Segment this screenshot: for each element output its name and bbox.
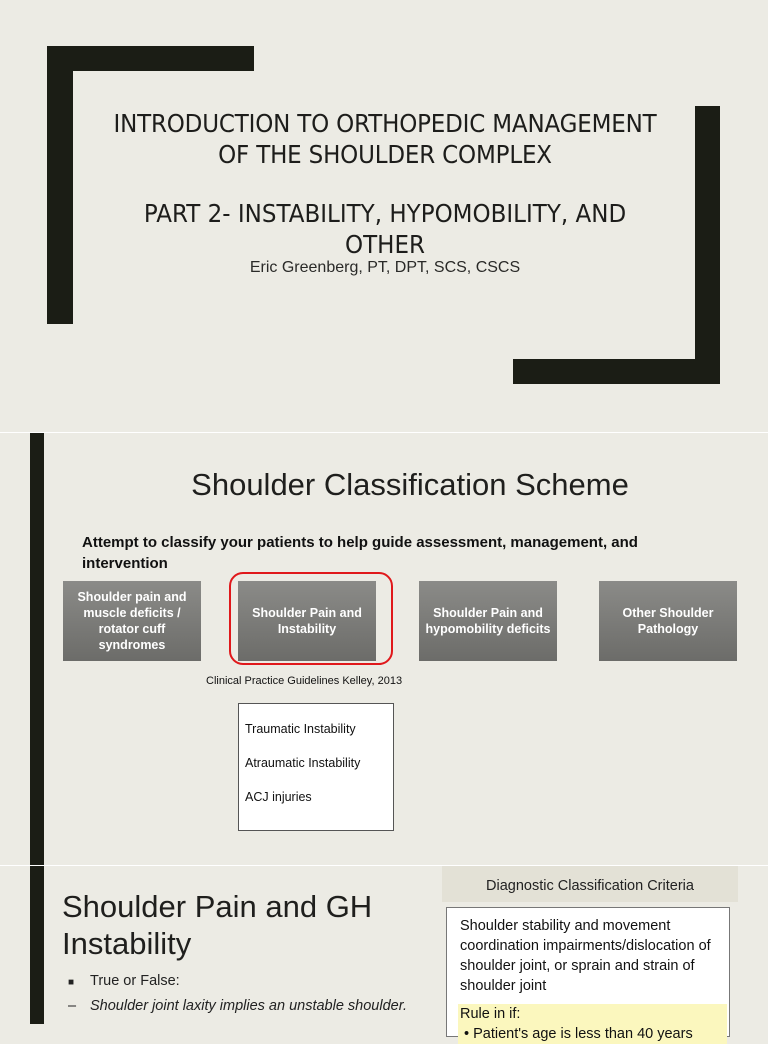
- criteria-box: [446, 907, 730, 1042]
- category-box-other: Other Shoulder Pathology: [599, 581, 737, 661]
- slide-accent-bar: [30, 866, 44, 1024]
- title-slide: [0, 0, 768, 432]
- subtype-item: Atraumatic Instability: [245, 756, 361, 770]
- presentation-title: INTRODUCTION TO ORTHOPEDIC MANAGEMENT OF THE SHOULDER COMPLEX: [113, 109, 657, 169]
- bracket-top-left-horizontal: [47, 46, 254, 71]
- rule-in-label: Rule in if:: [460, 1006, 521, 1022]
- square-bullet-icon: ■: [68, 977, 75, 988]
- category-box-rotator-cuff: Shoulder pain and muscle deficits / rotator cuff syndromes: [63, 581, 201, 661]
- author-name: Eric Greenberg, PT, DPT, SCS, CSCS: [249, 259, 521, 276]
- bracket-top-left-vertical: [47, 46, 73, 324]
- classification-slide: [0, 433, 768, 865]
- slide-title: Shoulder Classification Scheme: [191, 467, 629, 502]
- bullet-item: ■ True or False:: [68, 973, 180, 989]
- rule-in-item: • Patient's age is less than 40 years: [464, 1026, 693, 1042]
- criteria-text: Shoulder stability and movement coordination impairments/dislocation of shoulder joint, or sprain and strain of shoulder joint: [460, 918, 711, 994]
- slide-title: Shoulder Pain and GH Instability: [62, 889, 373, 961]
- highlight-circle: [229, 572, 393, 665]
- citation: Clinical Practice Guidelines Kelley, 2013: [206, 675, 403, 687]
- category-box-hypomobility: Shoulder Pain and hypomobility deficits: [419, 581, 557, 661]
- slide-accent-bar: [30, 433, 44, 865]
- bracket-bottom-right-vertical: [695, 106, 720, 384]
- slide-intro: Attempt to classify your patients to help guide assessment, management, and intervention: [82, 534, 638, 572]
- subtype-item: Traumatic Instability: [245, 722, 356, 736]
- rule-in-section: [458, 1004, 727, 1044]
- instability-subtypes-box: [238, 703, 394, 831]
- presentation-subtitle: PART 2- INSTABILITY, HYPOMOBILITY, AND OTHER: [143, 199, 627, 259]
- criteria-title: Diagnostic Classification Criteria: [442, 866, 738, 902]
- instability-slide: [0, 866, 768, 1042]
- dash-bullet-icon: –: [68, 998, 77, 1014]
- bullet-item: – Shoulder joint laxity implies an unstable shoulder.: [68, 998, 408, 1014]
- category-box-instability: Shoulder Pain and Instability: [238, 581, 376, 661]
- bracket-bottom-right-horizontal: [513, 359, 720, 384]
- subtype-item: ACJ injuries: [245, 790, 312, 804]
